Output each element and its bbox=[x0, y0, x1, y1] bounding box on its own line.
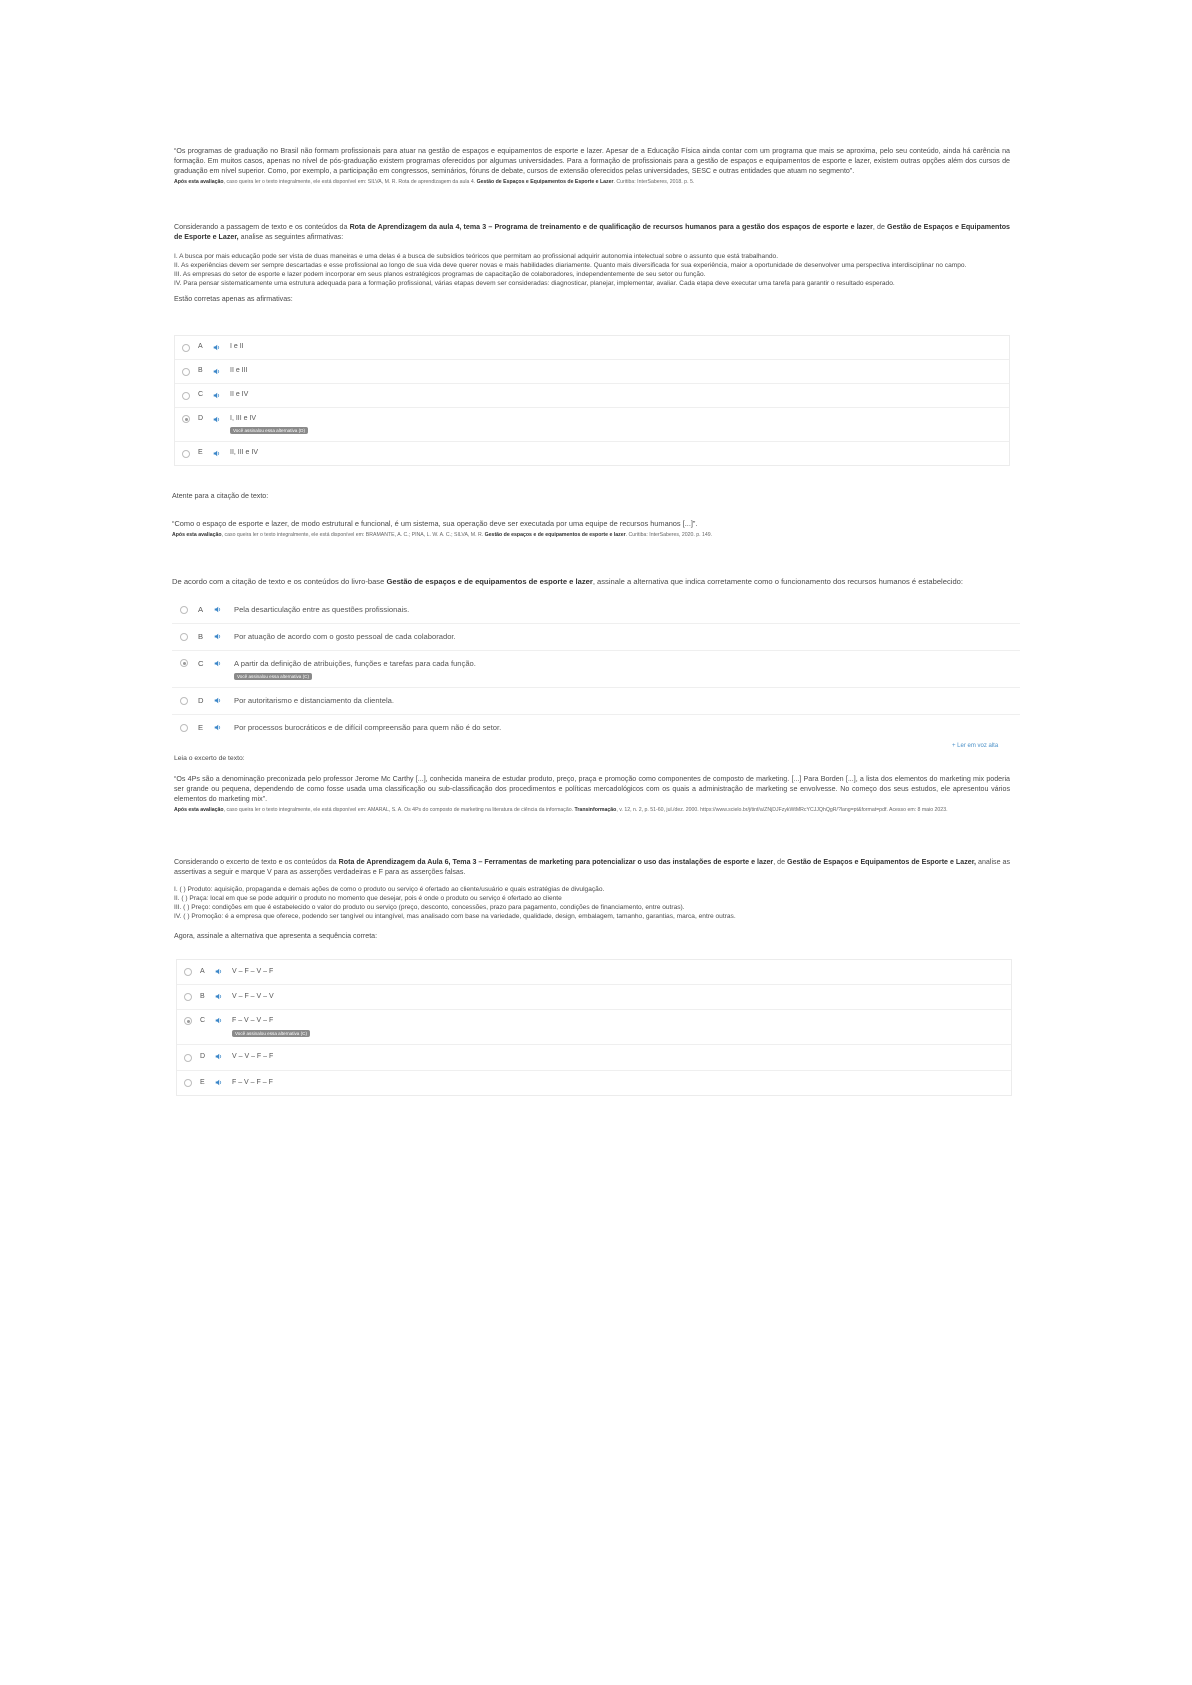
radio-button[interactable] bbox=[180, 659, 188, 667]
option-letter: A bbox=[198, 605, 204, 614]
question-1-quote-block bbox=[174, 146, 1010, 186]
option-c[interactable] bbox=[177, 1010, 1011, 1045]
statement-3: III. ( ) Preço: condições em que é estabelecido o valor do produto ou serviço (preço, desconto, concessões, prazo para pagamento, condições de financiamento, entre outras). bbox=[174, 904, 685, 911]
question-prompt: Agora, assinale a alternativa que apresenta a sequência correta: bbox=[174, 932, 378, 940]
radio-button[interactable] bbox=[182, 368, 190, 376]
speaker-icon[interactable] bbox=[215, 1079, 222, 1086]
option-letter: C bbox=[200, 1017, 206, 1024]
radio-button[interactable] bbox=[180, 633, 188, 641]
statement-2: II. As experiências devem ser sempre descartadas e esse profissional ao longo de sua vida deve querer novas e mais habilidades diariamente. Quanto mais diversificada for sua experiência, maior a oportunidade de desenvolver uma perspectiva interdisciplinar no campo. bbox=[174, 262, 967, 269]
statement-4: IV. ( ) Promoção: é a empresa que oferece, podendo ser tangível ou intangível, mas analisado com base na variedade, qualidade, design, embalagem, tamanho, garantias, marca, entre outras. bbox=[174, 913, 736, 920]
selected-badge: Você assinalou essa alternativa (C) bbox=[232, 1030, 310, 1037]
option-c[interactable] bbox=[175, 384, 1009, 408]
option-letter: E bbox=[198, 723, 204, 732]
statement-3: III. As empresas do setor de esporte e lazer podem incorporar em seus planos estratégicos programas de capacitação de colaboradores, independentemente de seu setor ou função. bbox=[174, 271, 706, 278]
radio-button[interactable] bbox=[180, 606, 188, 614]
radio-button[interactable] bbox=[184, 993, 192, 1001]
question-lead: De acordo com a citação de texto e os conteúdos do livro-base Gestão de espaços e de equipamentos de esporte e lazer, assinale a alternativa que indica corretamente como o funcionamento dos recursos humanos é estabelecido: bbox=[172, 577, 964, 586]
quote-intro: Leia o excerto de texto: bbox=[174, 755, 245, 762]
radio-button[interactable] bbox=[182, 392, 190, 400]
statement-4: IV. Para pensar sistematicamente uma estrutura adequada para a formação profissional, várias etapas devem ser consideradas: diagnosticar, planejar, implementar, avaliar. Cada etapa deve executar uma tarefa para garantir o resultado esperado. bbox=[174, 280, 895, 287]
option-letter: C bbox=[198, 391, 204, 398]
speaker-icon[interactable] bbox=[214, 633, 221, 640]
option-letter: D bbox=[198, 415, 204, 422]
option-text: Por atuação de acordo com o gosto pessoal de cada colaborador. bbox=[234, 632, 456, 641]
speaker-icon[interactable] bbox=[213, 416, 220, 423]
option-b[interactable] bbox=[177, 985, 1011, 1010]
option-text: Por autoritarismo e distanciamento da clientela. bbox=[234, 696, 394, 705]
option-letter: A bbox=[200, 968, 205, 975]
quote-source: Após esta avaliação, caso queira ler o texto integralmente, ele está disponível em: SILVA, M. R. Rota de aprendizagem da aula 4. Gestão de Espaços e Equipamentos de Esporte e Lazer. Curitiba: InterSaberes, 2018. p. 5. bbox=[174, 179, 695, 185]
speaker-icon[interactable] bbox=[214, 697, 221, 704]
radio-button[interactable] bbox=[182, 450, 190, 458]
option-b[interactable] bbox=[175, 360, 1009, 384]
option-letter: B bbox=[200, 993, 205, 1000]
question-prompt: Estão corretas apenas as afirmativas: bbox=[174, 295, 293, 303]
option-text: II e IV bbox=[230, 391, 249, 398]
radio-button[interactable] bbox=[180, 697, 188, 705]
question-lead: Considerando a passagem de texto e os conteúdos da Rota de Aprendizagem da aula 4, tema 3 – Programa de treinamento e de qualificação de recursos humanos para a gestão dos espaços de esporte e lazer, de Gestão de Espaços e Equipamentos de Esporte e Lazer, analise as seguintes afirmativas: bbox=[174, 223, 1010, 241]
quote-intro: Atente para a citação de texto: bbox=[172, 492, 269, 500]
question-1-options bbox=[174, 335, 1010, 466]
statement-1: I. A busca por mais educação pode ser vista de duas maneiras e uma delas é a busca de subsídios teóricos que permitam ao profissional adquirir autonomia intelectual sobre o assunto que está trabalhando. bbox=[174, 253, 779, 260]
option-d[interactable] bbox=[175, 408, 1009, 442]
speaker-icon[interactable] bbox=[215, 993, 222, 1000]
question-3-body bbox=[174, 857, 1010, 941]
quote-text: “Os 4Ps são a denominação preconizada pelo professor Jerome Mc Carthy [...], conhecida maneira de estudar produto, preço, praça e promoção como componentes de composto de marketing. [...] Para Borden [...], a lista dos elementos do marketing mix poderia ser grande ou pequena, dependendo de como fosse usada uma classificação ou sub-classificação dos procedimentos e políticas mercadológicos com os quais a administração de marketing se envolvesse. No começo dos seus estudos, ele apresentou vários elementos do marketing mix”. bbox=[174, 775, 1010, 803]
option-c[interactable] bbox=[172, 651, 1020, 688]
quote-text: “Como o espaço de esporte e lazer, de modo estrutural e funcional, é um sistema, sua operação deve ser executada por uma equipe de recursos humanos [...]”. bbox=[172, 519, 698, 528]
quote-text: “Os programas de graduação no Brasil não formam profissionais para atuar na gestão de espaços e equipamentos de esporte e lazer. Apesar de a Educação Física ainda contar com um programa que mais se aproxima, pelo seu conteúdo, ainda há carência na formação. Em muitos casos, apenas no nível de pós-graduação existem programas oferecidos por algumas universidades. Para a formação de profissionais para a gestão de espaços e equipamentos de esporte e lazer, existem outras opções além dos cursos de graduação em nível superior. Como, por exemplo, a participação em congressos, seminários, fóruns de debate, cursos de extensão oferecidos pelas universidades, SESC e outras entidades que atuam no segmento”. bbox=[174, 147, 1010, 175]
speaker-icon[interactable] bbox=[215, 1053, 222, 1060]
speaker-icon[interactable] bbox=[214, 606, 221, 613]
option-d[interactable] bbox=[177, 1045, 1011, 1071]
question-3-quote-block bbox=[174, 754, 1010, 814]
option-a[interactable] bbox=[177, 960, 1011, 985]
option-text: II, III e IV bbox=[230, 449, 259, 456]
option-b[interactable] bbox=[172, 624, 1020, 651]
option-text: V – V – F – F bbox=[232, 1053, 274, 1060]
quote-source: Após esta avaliação, caso queira ler o texto integralmente, ele está disponível em: BRAMANTE, A. C.; PINA, L. W. A. C.; SILVA, M. R. Gestão de espaços e de equipamentos de esporte e lazer. Curitiba: InterSaberes, 2020. p. 149. bbox=[172, 532, 713, 538]
option-text: A partir da definição de atribuições, funções e tarefas para cada função. bbox=[234, 659, 476, 668]
option-e[interactable] bbox=[175, 442, 1009, 465]
selected-badge: Você assinalou essa alternativa (D) bbox=[230, 427, 308, 434]
question-1-body bbox=[174, 222, 1010, 304]
radio-button[interactable] bbox=[184, 968, 192, 976]
radio-button[interactable] bbox=[184, 1017, 192, 1025]
radio-button[interactable] bbox=[180, 724, 188, 732]
option-a[interactable] bbox=[175, 336, 1009, 360]
question-2-quote-block bbox=[172, 491, 1022, 539]
speaker-icon[interactable] bbox=[213, 392, 220, 399]
question-3-options bbox=[176, 959, 1012, 1096]
option-letter: E bbox=[200, 1079, 205, 1086]
option-a[interactable] bbox=[172, 597, 1020, 624]
option-letter: A bbox=[198, 343, 203, 350]
option-text: V – F – V – F bbox=[232, 968, 274, 975]
option-letter: D bbox=[198, 696, 204, 705]
option-text: F – V – F – F bbox=[232, 1079, 273, 1086]
option-d[interactable] bbox=[172, 688, 1020, 715]
radio-button[interactable] bbox=[182, 344, 190, 352]
statement-2: II. ( ) Praça: local em que se pode adquirir o produto no momento que desejar, pois é onde o produto ou serviço é ofertado ao cliente bbox=[174, 895, 562, 902]
option-e[interactable] bbox=[172, 715, 1020, 741]
option-letter: D bbox=[200, 1053, 206, 1060]
option-text: V – F – V – V bbox=[232, 993, 274, 1000]
statement-1: I. ( ) Produto: aquisição, propaganda e demais ações de como o produto ou serviço é ofertado ao cliente/usuário e quais estratégias de divulgação. bbox=[174, 886, 605, 893]
option-text: F – V – V – F bbox=[232, 1017, 274, 1024]
speaker-icon[interactable] bbox=[214, 724, 221, 731]
selected-badge: Você assinalou essa alternativa (C) bbox=[234, 673, 312, 680]
quote-source: Após esta avaliação, caso queira ler o texto integralmente, ele está disponível em: AMARAL, S. A. Os 4Ps do composto de marketing na literatura de ciência da informação. Transinformação, v. 12, n. 2, p. 51-60, jul./dez. 2000. https://www.scielo.br/j/tinf/a/ZNjDJFzykWtMRcYCJJQhQgR/?lang=pt&format=pdf. Acesso em: 8 maio 2023. bbox=[174, 807, 948, 813]
speaker-icon[interactable] bbox=[215, 968, 222, 975]
radio-button[interactable] bbox=[182, 415, 190, 423]
option-letter: B bbox=[198, 367, 203, 374]
option-text: II e III bbox=[230, 367, 248, 374]
speaker-icon[interactable] bbox=[213, 344, 220, 351]
speaker-icon[interactable] bbox=[214, 660, 221, 667]
option-text: I, III e IV bbox=[230, 415, 257, 422]
option-text: I e II bbox=[230, 343, 244, 350]
option-e[interactable] bbox=[177, 1071, 1011, 1095]
speaker-icon[interactable] bbox=[213, 450, 220, 457]
option-letter: E bbox=[198, 449, 203, 456]
radio-button[interactable] bbox=[184, 1054, 192, 1062]
question-2-options bbox=[172, 597, 1020, 741]
question-2-body bbox=[172, 577, 1022, 587]
option-letter: B bbox=[198, 632, 204, 641]
option-text: Por processos burocráticos e de difícil compreensão para quem não é do setor. bbox=[234, 723, 502, 732]
radio-button[interactable] bbox=[184, 1079, 192, 1087]
speaker-icon[interactable] bbox=[213, 368, 220, 375]
option-letter: C bbox=[198, 659, 204, 668]
option-text: Pela desarticulação entre as questões profissionais. bbox=[234, 605, 410, 614]
speaker-icon[interactable] bbox=[215, 1017, 222, 1024]
read-aloud-link[interactable]: + Ler em voz alta bbox=[952, 743, 999, 749]
question-lead: Considerando o excerto de texto e os conteúdos da Rota de Aprendizagem da Aula 6, Tema 3 – Ferramentas de marketing para potencializar o uso das instalações de esporte e lazer, de Gestão de Espaços e Equipamentos de Esporte e Lazer, analise as assertivas a seguir e marque V para as asserções verdadeiras e F para as asserções falsas. bbox=[174, 858, 1010, 876]
